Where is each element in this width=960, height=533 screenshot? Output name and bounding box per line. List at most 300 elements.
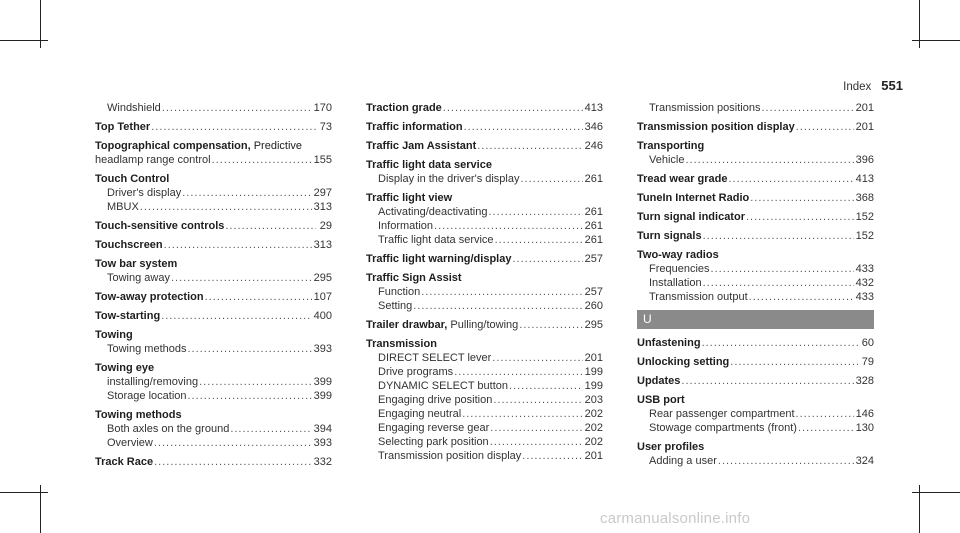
page-ref: 146	[855, 408, 874, 420]
dot-leader	[188, 342, 312, 356]
entry-text	[637, 374, 680, 388]
entry-heading: Unfastening	[637, 337, 701, 349]
page-ref: 60	[861, 337, 874, 349]
page-ref: 433	[855, 291, 874, 303]
dot-leader	[164, 238, 312, 252]
dot-leader	[490, 421, 582, 435]
entry-text: Transmission position display	[378, 450, 522, 462]
index-entry	[95, 139, 332, 167]
dot-leader	[154, 455, 312, 469]
index-line	[637, 336, 874, 350]
entry-heading-text: Traffic light data service	[366, 159, 492, 171]
page-ref: 413	[584, 102, 603, 114]
index-line	[366, 205, 603, 219]
index-line	[637, 407, 874, 421]
index-line	[637, 120, 874, 134]
entry-text: Overview	[107, 437, 153, 449]
dot-leader	[162, 101, 312, 115]
page-ref: 324	[855, 455, 874, 467]
page-ref: 29	[319, 220, 332, 232]
entry-heading: Touchscreen	[95, 239, 163, 251]
entry-text	[637, 120, 795, 134]
entry-heading-text: Traffic light view	[366, 192, 453, 204]
index-line	[366, 139, 603, 153]
entry-text: Function	[378, 286, 421, 298]
entry-heading	[95, 361, 332, 375]
entry-heading: Unlocking setting	[637, 356, 730, 368]
dot-leader	[522, 449, 582, 463]
entry-heading	[366, 158, 603, 172]
index-line	[366, 318, 603, 332]
entry-text: Towing methods	[107, 343, 187, 355]
dot-leader	[718, 454, 854, 468]
watermark: carmanualsonline.info	[600, 510, 751, 527]
entry-heading: Track Race	[95, 456, 154, 468]
entry-heading: Tow-starting	[95, 310, 161, 322]
dot-leader	[230, 422, 311, 436]
entry-text: Information	[378, 220, 434, 232]
dot-leader	[490, 435, 583, 449]
entry-text	[366, 120, 463, 134]
index-column-3	[637, 101, 874, 468]
dot-leader	[161, 309, 311, 323]
index-line	[637, 355, 874, 369]
index-line	[366, 219, 603, 233]
dot-leader	[796, 120, 854, 134]
dot-leader	[703, 229, 854, 243]
entry-text	[637, 210, 745, 224]
entry-text: Storage location	[107, 390, 187, 402]
page-ref: 73	[319, 121, 332, 133]
page-ref: 79	[861, 356, 874, 368]
entry-heading	[637, 139, 874, 153]
dot-leader	[512, 252, 582, 266]
page-ref: 328	[855, 375, 874, 387]
entry-text: Engaging neutral	[378, 408, 462, 420]
index-entry	[637, 440, 874, 468]
entry-text	[95, 290, 204, 304]
entry-text: DYNAMIC SELECT button	[378, 380, 509, 392]
index-line	[95, 436, 332, 450]
index-entry	[637, 374, 874, 388]
dot-leader	[750, 191, 853, 205]
entry-text: Drive programs	[378, 366, 454, 378]
index-entry	[366, 337, 603, 463]
dot-leader	[462, 407, 582, 421]
index-line	[637, 191, 874, 205]
page-ref: 201	[855, 102, 874, 114]
entry-heading	[637, 248, 874, 262]
page-number: 551	[881, 78, 903, 93]
entry-heading: TuneIn Internet Radio	[637, 192, 750, 204]
entry-text: Frequencies	[649, 263, 710, 275]
entry-heading	[95, 139, 332, 153]
index-entry	[95, 361, 332, 403]
entry-heading: Traffic light warning/display	[366, 253, 512, 265]
dot-leader	[711, 262, 854, 276]
index-entry	[637, 191, 874, 205]
dot-leader	[154, 436, 312, 450]
page-ref: 393	[313, 437, 332, 449]
entry-text: headlamp range control	[95, 154, 211, 166]
dot-leader	[464, 120, 583, 134]
page-ref: 107	[313, 291, 332, 303]
entry-text: Installation	[649, 277, 702, 289]
page-ref: 393	[313, 343, 332, 355]
index-line	[366, 379, 603, 393]
entry-text: Towing away	[107, 272, 170, 284]
entry-heading	[95, 172, 332, 186]
dot-leader	[492, 351, 582, 365]
index-line	[95, 375, 332, 389]
page-ref: 295	[584, 319, 603, 331]
index-entry	[366, 120, 603, 134]
entry-text	[637, 336, 701, 350]
dot-leader	[519, 318, 582, 332]
page-ref: 313	[313, 201, 332, 213]
index-entry	[637, 139, 874, 167]
entry-text	[95, 309, 160, 323]
page-ref: 394	[313, 423, 332, 435]
entry-text: installing/removing	[107, 376, 199, 388]
index-line	[95, 101, 332, 115]
page-ref: 297	[313, 187, 332, 199]
page-ref: 155	[313, 154, 332, 166]
index-entry	[366, 101, 603, 115]
dot-leader	[477, 139, 582, 153]
dot-leader	[796, 407, 854, 421]
page-ref: 400	[313, 310, 332, 322]
index-line	[366, 393, 603, 407]
index-line	[366, 101, 603, 115]
dot-leader	[798, 421, 854, 435]
entry-text	[95, 238, 163, 252]
entry-text: Vehicle	[649, 154, 685, 166]
index-line	[95, 342, 332, 356]
page-header	[843, 78, 903, 93]
page-ref: 332	[313, 456, 332, 468]
page-ref: 201	[855, 121, 874, 133]
entry-heading-text: User profiles	[637, 441, 705, 453]
entry-heading-text: Traffic Sign Assist	[366, 272, 462, 284]
page-ref: 257	[584, 253, 603, 265]
page-ref: 130	[855, 422, 874, 434]
entry-heading: Turn signal indicator	[637, 211, 745, 223]
entry-heading: Traffic information	[366, 121, 463, 133]
page-ref: 246	[584, 140, 603, 152]
page-ref: 260	[584, 300, 603, 312]
entry-heading-text: Transporting	[637, 140, 705, 152]
index-line	[366, 172, 603, 186]
index-line	[366, 421, 603, 435]
entry-heading: Transmission position display	[637, 121, 795, 133]
index-entry	[95, 120, 332, 134]
page-ref: 201	[584, 450, 603, 462]
page-ref: 399	[313, 390, 332, 402]
entry-text: Engaging drive position	[378, 394, 493, 406]
index-line	[366, 233, 603, 247]
entry-qualifier: Pulling/towing	[447, 319, 519, 331]
entry-text	[637, 191, 749, 205]
index-line	[95, 120, 332, 134]
dot-leader	[488, 205, 582, 219]
page-ref: 368	[855, 192, 874, 204]
entry-heading-text: USB port	[637, 394, 685, 406]
entry-heading-text: Two-way radios	[637, 249, 719, 261]
index-line	[366, 252, 603, 266]
section-label: Index	[843, 81, 872, 93]
page-ref: 313	[313, 239, 332, 251]
index-entry	[637, 172, 874, 186]
index-line	[95, 186, 332, 200]
dot-leader	[681, 374, 853, 388]
page-ref: 203	[584, 394, 603, 406]
entry-text	[95, 455, 153, 469]
crop-mark	[0, 40, 48, 41]
index-line	[637, 229, 874, 243]
entry-heading	[95, 328, 332, 342]
page-ref: 261	[584, 220, 603, 232]
dot-leader	[509, 379, 583, 393]
entry-heading	[366, 271, 603, 285]
dot-leader	[140, 200, 312, 214]
page-ref: 202	[584, 422, 603, 434]
index-entry	[366, 318, 603, 332]
dot-leader	[212, 153, 312, 167]
entry-text: Transmission output	[649, 291, 748, 303]
dot-leader	[421, 285, 582, 299]
dot-leader	[761, 101, 853, 115]
entry-heading: Traction grade	[366, 102, 442, 114]
index-line	[95, 271, 332, 285]
index-entry	[95, 290, 332, 304]
index-line	[637, 153, 874, 167]
entry-text: Setting	[378, 300, 413, 312]
index-line	[366, 365, 603, 379]
entry-heading-text: Towing methods	[95, 409, 182, 421]
index-entry	[95, 309, 332, 323]
dot-leader	[521, 172, 583, 186]
crop-mark	[912, 492, 960, 493]
page-ref: 432	[855, 277, 874, 289]
index-line	[95, 153, 332, 167]
entry-text: DIRECT SELECT lever	[378, 352, 492, 364]
dot-leader	[205, 290, 312, 304]
index-line	[95, 455, 332, 469]
dot-leader	[729, 172, 854, 186]
dot-leader	[493, 393, 582, 407]
index-column-1	[95, 101, 332, 469]
page-ref: 346	[584, 121, 603, 133]
index-line	[637, 172, 874, 186]
index-entry	[95, 101, 332, 115]
entry-heading	[366, 337, 603, 351]
index-entry	[637, 336, 874, 350]
index-entry	[366, 158, 603, 186]
entry-heading: Touch-sensitive controls	[95, 220, 225, 232]
page-ref: 257	[584, 286, 603, 298]
page-ref: 261	[584, 234, 603, 246]
page-ref: 199	[584, 366, 603, 378]
index-line	[637, 454, 874, 468]
dot-leader	[151, 120, 316, 134]
entry-text: Windshield	[107, 102, 161, 114]
page-ref: 399	[313, 376, 332, 388]
index-line	[637, 374, 874, 388]
entry-text: Both axles on the ground	[107, 423, 230, 435]
index-line	[95, 219, 332, 233]
dot-leader	[685, 153, 853, 167]
entry-text	[95, 219, 224, 233]
index-line	[637, 262, 874, 276]
dot-leader	[171, 271, 312, 285]
dot-leader	[413, 299, 582, 313]
dot-leader	[746, 210, 854, 224]
page-ref: 199	[584, 380, 603, 392]
page-ref: 261	[584, 206, 603, 218]
entry-text	[366, 101, 442, 115]
entry-text	[366, 139, 476, 153]
dot-leader	[749, 290, 854, 304]
index-entry	[95, 172, 332, 214]
index-entry	[95, 257, 332, 285]
dot-leader	[434, 219, 583, 233]
index-line	[366, 351, 603, 365]
index-line	[637, 421, 874, 435]
entry-heading: Updates	[637, 375, 681, 387]
index-line	[366, 407, 603, 421]
entry-text: Rear passenger compartment	[649, 408, 795, 420]
entry-text	[366, 252, 511, 266]
entry-heading-text: Towing	[95, 329, 133, 341]
entry-text: Engaging reverse gear	[378, 422, 490, 434]
index-entry	[637, 229, 874, 243]
page-ref: 261	[584, 173, 603, 185]
entry-heading: Tow-away protection	[95, 291, 204, 303]
crop-mark	[912, 40, 960, 41]
index-line	[366, 120, 603, 134]
dot-leader	[199, 375, 312, 389]
index-line	[366, 299, 603, 313]
page-ref: 413	[855, 173, 874, 185]
entry-heading-text: Tow bar system	[95, 258, 178, 270]
page-ref: 152	[855, 230, 874, 242]
index-line	[637, 210, 874, 224]
index-entry	[637, 120, 874, 134]
entry-heading	[95, 257, 332, 271]
entry-heading-text: Towing eye	[95, 362, 155, 374]
entry-text: Selecting park position	[378, 436, 489, 448]
dot-leader	[702, 336, 858, 350]
entry-text	[637, 172, 728, 186]
entry-text: Stowage compartments (front)	[649, 422, 797, 434]
entry-text: Traffic light data service	[378, 234, 494, 246]
dot-leader	[454, 365, 582, 379]
entry-heading	[637, 393, 874, 407]
entry-text	[95, 120, 150, 134]
page-ref: 202	[584, 408, 603, 420]
entry-heading	[637, 440, 874, 454]
page-ref: 433	[855, 263, 874, 275]
index-entry	[95, 238, 332, 252]
entry-heading-text: Touch Control	[95, 173, 170, 185]
dot-leader	[443, 101, 583, 115]
dot-leader	[703, 276, 854, 290]
index-entry	[637, 393, 874, 435]
entry-text: Display in the driver's display	[378, 173, 520, 185]
dot-leader	[730, 355, 858, 369]
page-ref: 152	[855, 211, 874, 223]
index-line	[366, 449, 603, 463]
index-line	[637, 290, 874, 304]
index-column-2	[366, 101, 603, 463]
index-entry	[95, 219, 332, 233]
index-entry	[637, 101, 874, 115]
index-entry	[366, 271, 603, 313]
crop-mark	[0, 492, 48, 493]
entry-text: Activating/deactivating	[378, 206, 488, 218]
entry-text	[637, 229, 702, 243]
entry-heading: Traffic Jam Assistant	[366, 140, 477, 152]
entry-text	[637, 355, 729, 369]
entry-text: Driver's display	[107, 187, 182, 199]
dot-leader	[495, 233, 583, 247]
entry-heading-text: Topographical compensation,	[95, 140, 251, 152]
index-entry	[95, 408, 332, 450]
index-entry	[637, 355, 874, 369]
index-line	[637, 276, 874, 290]
entry-heading: Trailer drawbar,	[366, 319, 448, 331]
entry-text	[366, 318, 518, 332]
entry-heading: Tread wear grade	[637, 173, 728, 185]
entry-heading	[95, 408, 332, 422]
index-entry	[637, 210, 874, 224]
index-line	[95, 290, 332, 304]
entry-text: MBUX	[107, 201, 139, 213]
index-entry	[366, 252, 603, 266]
index-line	[366, 285, 603, 299]
entry-text: Transmission positions	[649, 102, 761, 114]
index-line	[95, 422, 332, 436]
entry-heading	[366, 191, 603, 205]
index-line	[95, 200, 332, 214]
entry-text: Adding a user	[649, 455, 717, 467]
page-ref: 295	[313, 272, 332, 284]
index-line	[95, 309, 332, 323]
entry-heading-text: Transmission	[366, 338, 437, 350]
index-line	[637, 101, 874, 115]
section-letter: U	[637, 310, 874, 329]
dot-leader	[188, 389, 312, 403]
index-entry	[95, 328, 332, 356]
index-line	[95, 238, 332, 252]
index-entry	[637, 248, 874, 304]
index-entry	[366, 191, 603, 247]
index-entry	[95, 455, 332, 469]
index-line	[95, 389, 332, 403]
page-ref: 202	[584, 436, 603, 448]
page-ref: 396	[855, 154, 874, 166]
page-ref: 170	[313, 102, 332, 114]
entry-heading: Turn signals	[637, 230, 702, 242]
index-entry	[366, 139, 603, 153]
dot-leader	[225, 219, 316, 233]
page-ref: 201	[584, 352, 603, 364]
entry-qualifier: Predictive	[250, 140, 303, 152]
index-line	[366, 435, 603, 449]
entry-heading: Top Tether	[95, 121, 151, 133]
dot-leader	[182, 186, 311, 200]
